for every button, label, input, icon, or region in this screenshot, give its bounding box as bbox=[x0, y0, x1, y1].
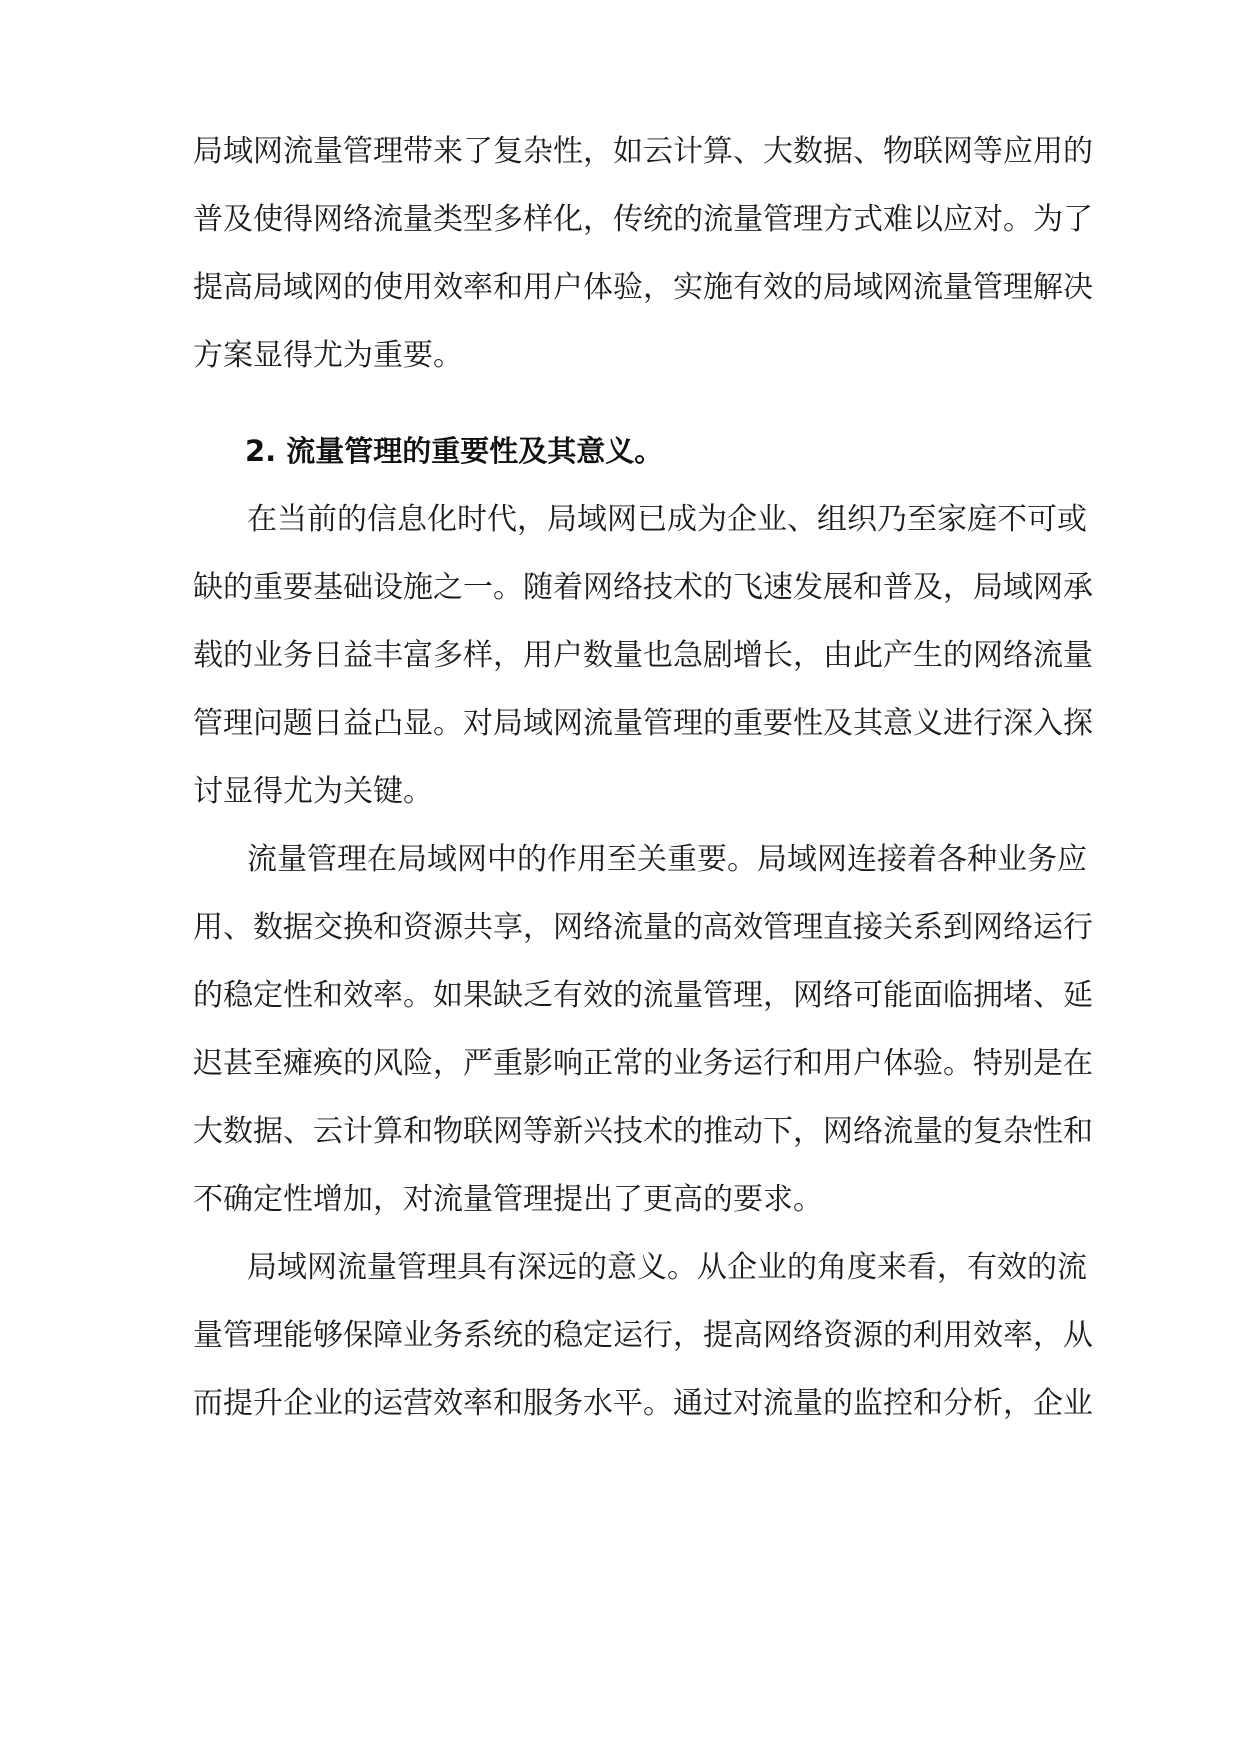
paragraph-1-line-4: 方案显得尤为重要。 bbox=[193, 338, 463, 373]
paragraph-2-line-1: 在当前的信息化时代，局域网已成为企业、组织乃至家庭不可或 bbox=[247, 502, 1087, 537]
paragraph-4-line-3: 而提升企业的运营效率和服务水平。通过对流量的监控和分析，企业 bbox=[193, 1386, 1093, 1421]
paragraph-3-line-6: 不确定性增加，对流量管理提出了更高的要求。 bbox=[193, 1182, 823, 1217]
paragraph-4-line-2: 量管理能够保障业务系统的稳定运行，提高网络资源的利用效率，从 bbox=[193, 1318, 1093, 1353]
paragraph-1-line-2: 普及使得网络流量类型多样化，传统的流量管理方式难以应对。为了 bbox=[193, 202, 1093, 237]
paragraph-3-line-3: 的稳定性和效率。如果缺乏有效的流量管理，网络可能面临拥堵、延 bbox=[193, 978, 1093, 1013]
paragraph-2-line-5: 讨显得尤为关键。 bbox=[193, 774, 433, 809]
paragraph-4-line-1: 局域网流量管理具有深远的意义。从企业的角度来看，有效的流 bbox=[247, 1250, 1087, 1285]
paragraph-3-line-5: 大数据、云计算和物联网等新兴技术的推动下，网络流量的复杂性和 bbox=[193, 1114, 1093, 1149]
section-heading: 2. 流量管理的重要性及其意义。 bbox=[245, 434, 664, 468]
paragraph-2-line-3: 载的业务日益丰富多样，用户数量也急剧增长，由此产生的网络流量 bbox=[193, 638, 1093, 673]
paragraph-3-line-4: 迟甚至瘫痪的风险，严重影响正常的业务运行和用户体验。特别是在 bbox=[193, 1046, 1093, 1081]
paragraph-1-line-1: 局域网流量管理带来了复杂性，如云计算、大数据、物联网等应用的 bbox=[193, 134, 1093, 169]
paragraph-1-line-3: 提高局域网的使用效率和用户体验，实施有效的局域网流量管理解决 bbox=[193, 270, 1093, 305]
paragraph-3-line-1: 流量管理在局域网中的作用至关重要。局域网连接着各种业务应 bbox=[247, 842, 1087, 877]
paragraph-2-line-2: 缺的重要基础设施之一。随着网络技术的飞速发展和普及，局域网承 bbox=[193, 570, 1093, 605]
paragraph-2-line-4: 管理问题日益凸显。对局域网流量管理的重要性及其意义进行深入探 bbox=[193, 706, 1093, 741]
paragraph-3-line-2: 用、数据交换和资源共享，网络流量的高效管理直接关系到网络运行 bbox=[193, 910, 1093, 945]
